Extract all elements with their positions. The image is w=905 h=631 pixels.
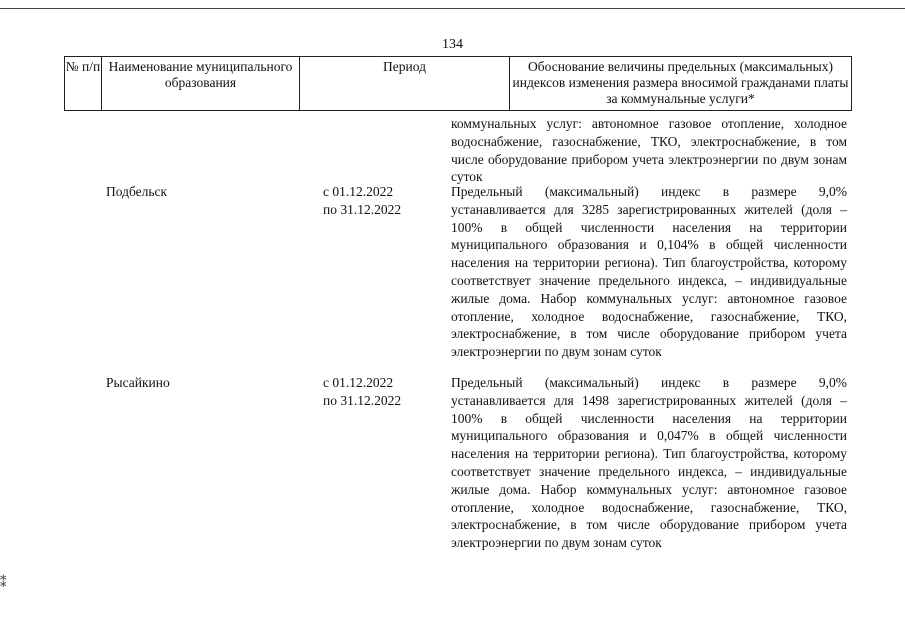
header-col-basis: Обоснование величины предельных (максимальных) индексов изменения размера вносимой гражданами платы за коммунальные услуги* (512, 59, 849, 106)
page-number: 134 (442, 37, 463, 52)
scan-mark: ⁑ (0, 575, 7, 590)
row-period-to: по 31.12.2022 (323, 393, 402, 408)
row-period-from: с 01.12.2022 (323, 375, 394, 390)
row-basis: Предельный (максимальный) индекс в размере 9,0% устанавливается для 3285 зарегистрированных жителей (доля – 100% в общей численности населения на территории муниципального образования и 0,104% в общей численности населения на территории региона). Тип благоустройства, которому соответствует значение предельного индекса, – индивидуальные жилые дома. Набор коммунальных услуг: автономное газовое отопление, холодное водоснабжение, газоснабжение, ТКО, электроснабжение, в том числе оборудование прибором учета электроэнергии по двум зонам суток (451, 184, 847, 360)
row-name: Подбельск (106, 184, 168, 199)
row-basis: Предельный (максимальный) индекс в размере 9,0% устанавливается для 1498 зарегистрированных жителей (доля – 100% в общей численности населения на территории муниципального образования и 0,047% в общей численности населения на территории региона). Тип благоустройства, которому соответствует значение предельного индекса, – индивидуальные жилые дома. Набор коммунальных услуг: автономное газовое отопление, холодное водоснабжение, газоснабжение, ТКО, электроснабжение, в том числе оборудование прибором учета электроэнергии по двум зонам суток (451, 375, 847, 551)
table-header (64, 56, 852, 111)
header-col-name: Наименование муниципального образования (102, 57, 300, 110)
header-col-number: № п/п (65, 57, 102, 110)
row-name: Рысайкино (106, 375, 170, 390)
top-rule (0, 8, 905, 9)
header-col-period: Период (300, 57, 510, 110)
row-period-from: с 01.12.2022 (323, 184, 394, 199)
continuation-text: коммунальных услуг: автономное газовое отопление, холодное водоснабжение, газоснабжение, ТКО, электроснабжение, в том числе оборудование прибором учета электроэнергии по двум зонам суток (451, 116, 847, 185)
row-period-to: по 31.12.2022 (323, 202, 402, 217)
